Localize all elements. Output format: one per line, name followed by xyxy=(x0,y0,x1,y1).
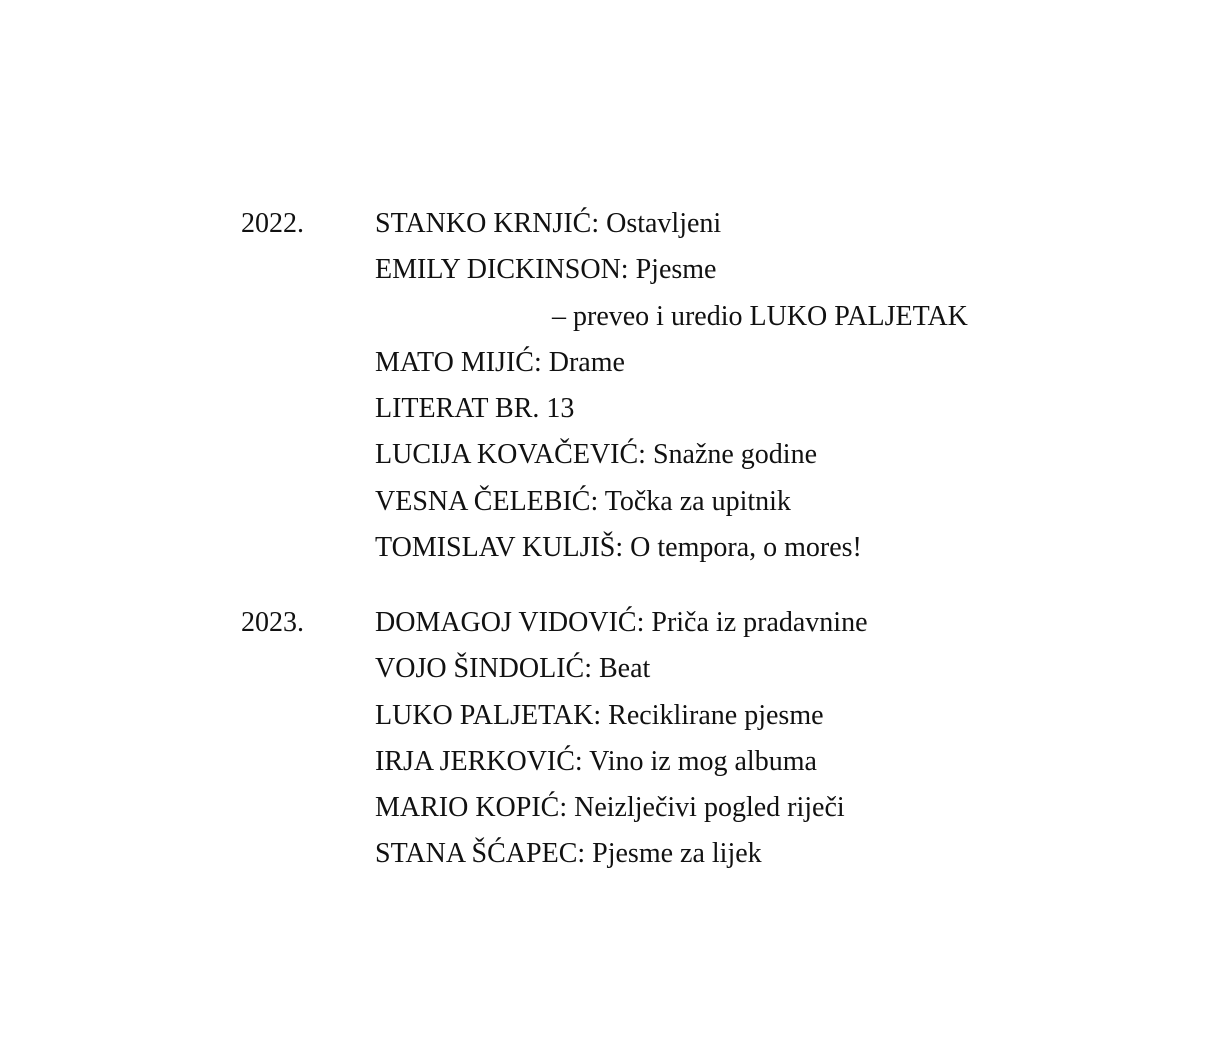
year-label: 2022. xyxy=(241,208,304,239)
publication-entry: IRJA JERKOVIĆ: Vino iz mog albuma xyxy=(375,745,817,777)
publication-entry: LUCIJA KOVAČEVIĆ: Snažne godine xyxy=(375,439,818,471)
publication-entry: VOJO ŠINDOLIĆ: Beat xyxy=(375,653,651,685)
publication-entry: LUKO PALJETAK: Reciklirane pjesme xyxy=(375,699,824,731)
publication-entry: STANKO KRNJIĆ: Ostavljeni xyxy=(375,208,722,239)
publication-entry: MATO MIJIĆ: Drame xyxy=(375,346,625,378)
publication-entry: LITERAT BR. 13 xyxy=(375,393,575,425)
publication-entry: TOMISLAV KULJIŠ: O tempora, o mores! xyxy=(375,532,862,564)
publication-list xyxy=(375,600,868,878)
year-label: 2023. xyxy=(241,607,304,638)
publication-list xyxy=(375,201,968,571)
translator-credit: – preveo i uredio LUKO PALJETAK xyxy=(552,300,968,332)
publication-entry: MARIO KOPIĆ: Neizlječivi pogled riječi xyxy=(375,792,845,824)
publication-entry: DOMAGOJ VIDOVIĆ: Priča iz pradavnine xyxy=(375,607,868,638)
publication-entry: EMILY DICKINSON: Pjesme xyxy=(375,254,717,286)
publication-entry: VESNA ČELEBIĆ: Točka za upitnik xyxy=(375,485,791,517)
publication-entry: STANA ŠĆAPEC: Pjesme za lijek xyxy=(375,838,762,870)
